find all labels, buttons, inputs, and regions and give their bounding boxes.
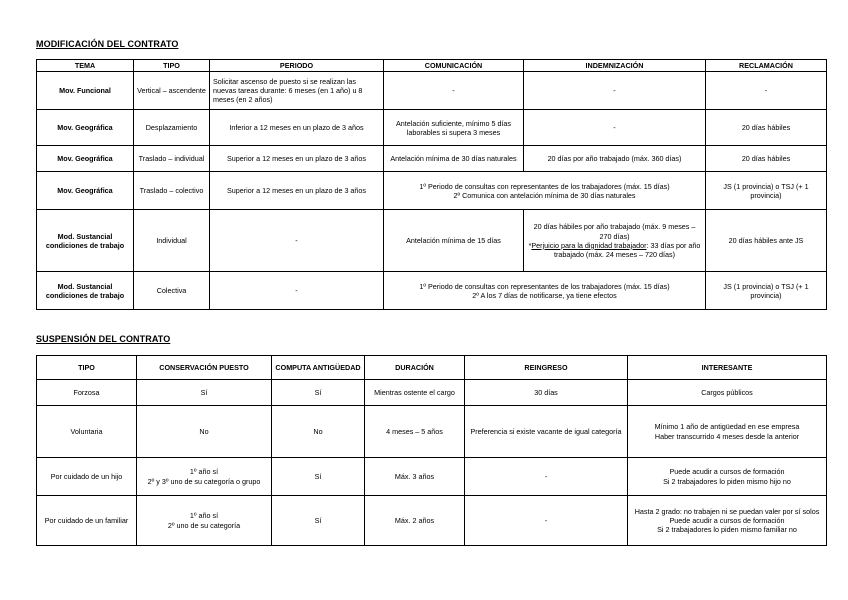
table-row (37, 380, 827, 406)
table-header-row (37, 60, 827, 72)
conservacion-line: 2º y 3º uno de su categoría o grupo (147, 476, 261, 486)
asterisk: * (528, 240, 532, 250)
cell-interesante (628, 496, 827, 546)
cell-conservacion (137, 496, 272, 546)
cell-indemnizacion: 20 días por año trabajado (máx. 360 días) (524, 146, 706, 172)
table-row (37, 210, 827, 272)
table-row (37, 272, 827, 310)
comunicacion-line: 1º Periodo de consultas con representantes de los trabajadores (máx. 15 días) (419, 281, 670, 291)
modificacion-table (36, 59, 827, 310)
interesante-line: Hasta 2 grado: no trabajen ni se puedan valer por sí solos (634, 506, 820, 516)
table-row (37, 72, 827, 110)
interesante-line: Puede acudir a cursos de formación (669, 515, 785, 525)
cell-tipo: Desplazamiento (134, 110, 210, 146)
comunicacion-line: 2º A los 7 días de notificarse, ya tiene efectos (472, 290, 617, 300)
underlined-term: Perjuicio para la dignidad trabajador (531, 240, 647, 250)
table-row (37, 458, 827, 496)
indemnizacion-line (527, 241, 702, 259)
section-title-modificacion: MODIFICACIÓN DEL CONTRATO (36, 39, 179, 49)
cell-indemnizacion (524, 210, 706, 272)
cell-comunicacion: Antelación suficiente, mínimo 5 días laborables si supera 3 meses (384, 110, 524, 146)
cell-tipo: Por cuidado de un hijo (37, 458, 137, 496)
cell-comunicacion: - (384, 72, 524, 110)
interesante-line: Puede acudir a cursos de formación (669, 467, 785, 477)
comunicacion-line: 1º Periodo de consultas con representantes de los trabajadores (máx. 15 días) (419, 181, 670, 191)
cell-reingreso: Preferencia si existe vacante de igual categoría (465, 406, 628, 458)
cell-tema: Mov. Geográfica (37, 146, 134, 172)
conservacion-line: 1º año sí (189, 511, 219, 521)
conservacion-line: 1º año sí (189, 467, 219, 477)
cell-periodo: - (210, 272, 384, 310)
cell-reclamacion: 20 días hábiles (706, 146, 827, 172)
cell-comunicacion: Antelación mínima de 15 días (384, 210, 524, 272)
table-row (37, 496, 827, 546)
cell-comunicacion-merged (384, 172, 706, 210)
indemnizacion-detail: : 33 días por año trabajado (máx. 24 meses – 720 días) (553, 240, 701, 259)
column-header: INDEMNIZACIÓN (524, 60, 706, 72)
cell-periodo: Solicitar ascenso de puesto si se realizan las nuevas tareas durante: 6 meses (en 1 año) u 8 meses (en 2 años) (210, 72, 384, 110)
comunicacion-line: 2º Comunica con antelación mínima de 30 días naturales (453, 190, 636, 200)
cell-tipo: Colectiva (134, 272, 210, 310)
cell-tipo: Forzosa (37, 380, 137, 406)
cell-periodo: Inferior a 12 meses en un plazo de 3 años (210, 110, 384, 146)
cell-reclamacion: JS (1 provincia) o TSJ (+ 1 provincia) (706, 272, 827, 310)
cell-duracion: 4 meses – 5 años (365, 406, 465, 458)
column-header: COMPUTA ANTIGÜEDAD (272, 356, 365, 380)
table-row (37, 146, 827, 172)
column-header: PERIODO (210, 60, 384, 72)
cell-duracion: Mientras ostente el cargo (365, 380, 465, 406)
cell-conservacion: No (137, 406, 272, 458)
cell-tipo: Traslado – colectivo (134, 172, 210, 210)
column-header: DURACIÓN (365, 356, 465, 380)
cell-reclamacion: 20 días hábiles (706, 110, 827, 146)
cell-computa: Sí (272, 458, 365, 496)
column-header: COMUNICACIÓN (384, 60, 524, 72)
cell-reingreso: - (465, 496, 628, 546)
cell-tema: Mov. Funcional (37, 72, 134, 110)
column-header: RECLAMACIÓN (706, 60, 827, 72)
column-header: TEMA (37, 60, 134, 72)
column-header: CONSERVACIÓN PUESTO (137, 356, 272, 380)
column-header: TIPO (37, 356, 137, 380)
cell-computa: Sí (272, 380, 365, 406)
interesante-line: Si 2 trabajadores lo piden mismo familiar no (657, 525, 797, 535)
table-row (37, 110, 827, 146)
cell-computa: No (272, 406, 365, 458)
cell-tema: Mov. Geográfica (37, 110, 134, 146)
column-header: INTERESANTE (628, 356, 827, 380)
interesante-line: Mínimo 1 año de antigüedad en ese empresa (654, 422, 800, 432)
cell-tema: Mov. Geográfica (37, 172, 134, 210)
cell-conservacion (137, 458, 272, 496)
cell-periodo: - (210, 210, 384, 272)
cell-tipo: Voluntaria (37, 406, 137, 458)
cell-periodo: Superior a 12 meses en un plazo de 3 años (210, 172, 384, 210)
cell-tipo: Individual (134, 210, 210, 272)
interesante-line: Haber transcurrido 4 meses desde la anterior (654, 431, 800, 441)
cell-indemnizacion: - (524, 110, 706, 146)
cell-comunicacion-merged (384, 272, 706, 310)
cell-interesante (628, 406, 827, 458)
cell-tipo: Vertical – ascendente (134, 72, 210, 110)
cell-reclamacion: JS (1 provincia) o TSJ (+ 1 provincia) (706, 172, 827, 210)
cell-tipo: Por cuidado de un familiar (37, 496, 137, 546)
cell-comunicacion: Antelación mínima de 30 días naturales (384, 146, 524, 172)
interesante-line: Si 2 trabajadores lo piden mismo hijo no (663, 476, 791, 486)
cell-reclamacion: - (706, 72, 827, 110)
suspension-table (36, 355, 827, 546)
cell-reingreso: 30 días (465, 380, 628, 406)
column-header: TIPO (134, 60, 210, 72)
cell-interesante: Cargos públicos (628, 380, 827, 406)
cell-tipo: Traslado – individual (134, 146, 210, 172)
table-row (37, 172, 827, 210)
cell-conservacion: Sí (137, 380, 272, 406)
cell-reingreso: - (465, 458, 628, 496)
table-row (37, 406, 827, 458)
indemnizacion-line: 20 días hábiles por año trabajado (máx. 9 meses – 270 días) (533, 222, 696, 241)
table-header-row (37, 356, 827, 380)
conservacion-line: 2º uno de su categoría (167, 520, 241, 530)
cell-interesante (628, 458, 827, 496)
cell-indemnizacion: - (524, 72, 706, 110)
cell-computa: Sí (272, 496, 365, 546)
cell-tema: Mod. Sustancial condiciones de trabajo (37, 210, 134, 272)
cell-duracion: Máx. 3 años (365, 458, 465, 496)
column-header: REINGRESO (465, 356, 628, 380)
cell-reclamacion: 20 días hábiles ante JS (706, 210, 827, 272)
cell-duracion: Máx. 2 años (365, 496, 465, 546)
section-title-suspension: SUSPENSIÓN DEL CONTRATO (36, 334, 171, 344)
cell-periodo: Superior a 12 meses en un plazo de 3 años (210, 146, 384, 172)
cell-tema: Mod. Sustancial condiciones de trabajo (37, 272, 134, 310)
